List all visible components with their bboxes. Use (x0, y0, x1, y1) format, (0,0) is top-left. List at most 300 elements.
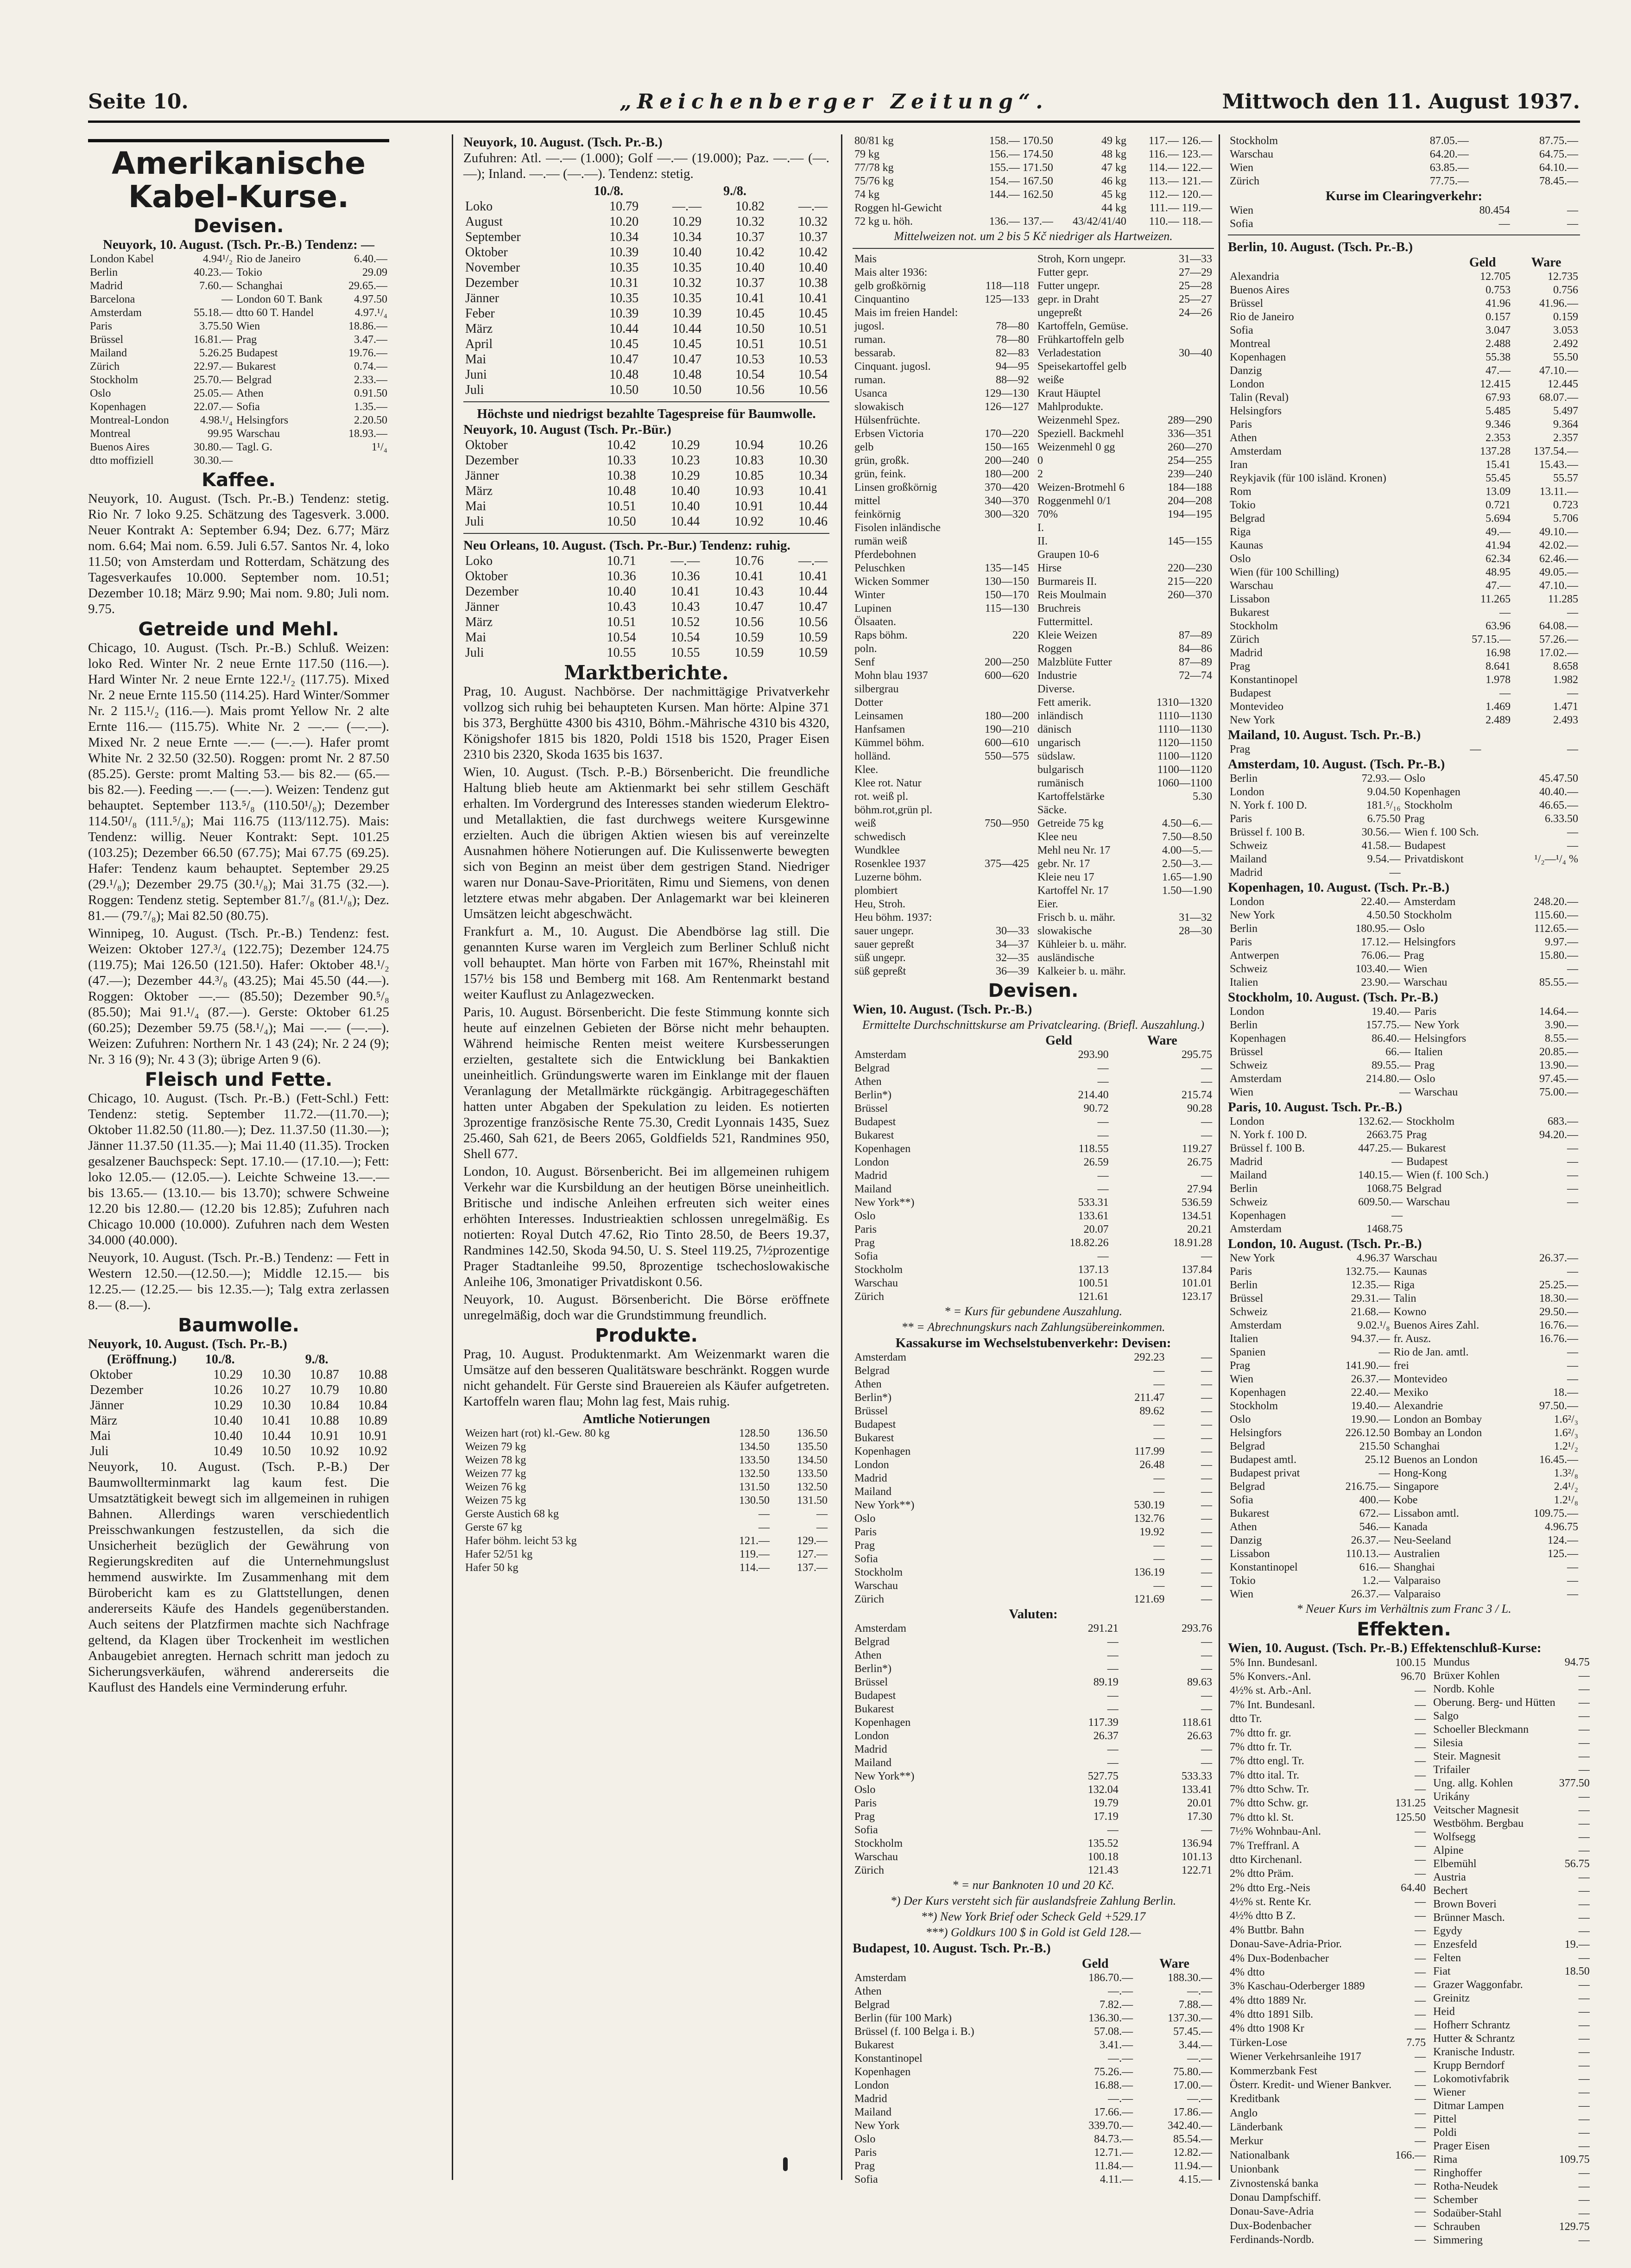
table-cell: Klee rot. Natur (854, 777, 922, 789)
table-row (1431, 1925, 1592, 1938)
table-cell: 5.497 (1553, 405, 1578, 417)
table-row (1431, 1710, 1592, 1723)
table-row (1228, 1951, 1428, 1965)
table-row (853, 656, 1031, 669)
table-cell: 121.43 (1087, 1864, 1119, 1876)
table-cell: 133.50 (739, 1454, 770, 1466)
table-cell: 10.27 (261, 1383, 291, 1397)
table-cell: 10.54 (670, 630, 700, 645)
table-cell (1145, 804, 1214, 817)
table-row (853, 2160, 1214, 2173)
table-row (1036, 804, 1214, 817)
table-cell (976, 871, 1031, 884)
table-cell: Rio de Janeiro (1230, 311, 1294, 323)
table-cell: — (1097, 1170, 1109, 1182)
table-cell: 117.39 (1088, 1717, 1119, 1729)
table-cell: — (1201, 1526, 1212, 1538)
table-row (853, 898, 1031, 911)
table-row (1228, 1169, 1580, 1182)
table-cell: 18.— (1553, 1387, 1578, 1399)
table-cell: 45 kg (1101, 189, 1126, 201)
table-cell: — (1153, 1553, 1165, 1565)
table-row (1228, 1534, 1580, 1547)
table-cell: 10.50 (261, 1444, 291, 1458)
table-row (1228, 1811, 1428, 1825)
table-cell: 190—210 (985, 723, 1029, 735)
table-cell: 4.15.— (1179, 2173, 1212, 2186)
table-row (1431, 2220, 1592, 2234)
table-cell: 72 kg u. höh. (854, 215, 913, 228)
table-cell: 103.40.— (1355, 963, 1400, 975)
table-row (1228, 1923, 1428, 1937)
table-cell: Gerste 67 kg (465, 1521, 522, 1533)
table-cell: Eier. (1037, 898, 1058, 910)
table-cell: 158.— 170.50 (989, 135, 1053, 147)
table-row (853, 1730, 1214, 1743)
table-row (853, 1499, 1214, 1512)
table-cell: 64.75.— (1539, 148, 1578, 160)
table-cell: 99.95 (208, 428, 233, 440)
table-cell: Egydy (1433, 1925, 1462, 1937)
table-cell: Reykjavik (für 100 isländ. Kronen) (1230, 472, 1386, 484)
table-cell: — (1107, 1703, 1119, 1715)
table-cell: 0.157 (1486, 311, 1511, 323)
table-cell: 150—170 (985, 589, 1029, 601)
table-row (1036, 400, 1214, 414)
table-cell: 19.— (1564, 1939, 1590, 1951)
table-cell: Weizen-Brotmehl 6 (1037, 481, 1125, 494)
table-cell: Amsterdam (1230, 445, 1282, 457)
table-cell: — (1567, 1360, 1578, 1372)
table-cell: Talin (Reval) (1230, 392, 1289, 404)
table-cell: Athen (854, 1378, 882, 1390)
column-header: Geld (1469, 255, 1496, 270)
table-row (1431, 2234, 1592, 2247)
table-cell (976, 306, 1031, 320)
table-cell: Berlin (1230, 1019, 1258, 1031)
table-cell: Ölsaaten. (854, 616, 896, 628)
table-row (1431, 1857, 1592, 1871)
table-cell: 10.39 (609, 306, 639, 321)
table-cell: New York**) (854, 1499, 915, 1511)
table-cell: — (816, 1508, 828, 1520)
section-title-effekten: Effekten. (1357, 1619, 1451, 1640)
table-cell: — (1415, 2191, 1426, 2204)
table-cell: Madrid (854, 2093, 887, 2105)
table-row (1228, 1712, 1428, 1726)
table-cell: 1.3²/₈ (1554, 1467, 1578, 1479)
table-cell: Cinquant. jugosl. (854, 361, 931, 373)
table-row (853, 1824, 1214, 1837)
table-cell: 18.86.— (348, 320, 387, 332)
table-cell: Italien (1230, 1333, 1258, 1345)
table-cell: 10.51 (798, 322, 828, 336)
table-cell: 5.26.25 (199, 347, 233, 359)
table-cell: rumänisch (1037, 777, 1084, 789)
table-cell: 2.4¹/₂ (1554, 1481, 1578, 1493)
table-cell: Linsen großkörnig (854, 481, 937, 494)
table-row (1228, 1467, 1580, 1480)
table-cell: — (1578, 1912, 1590, 1924)
table-cell: 55.18.— (194, 307, 233, 319)
table-row (853, 575, 1031, 589)
table-cell: 114.— 122.— (1148, 162, 1212, 174)
table-cell: Brüssel f. 100 B. (1230, 826, 1305, 838)
table-cell: 87—89 (1179, 629, 1212, 641)
table-cell: Brüssel f. 100 B. (1230, 1142, 1305, 1154)
table-row (463, 1534, 829, 1548)
table-cell: Paris (1414, 1006, 1437, 1018)
baumwolle-report: Neuyork, 10. August. (Tsch. P.-B.) Der Baumwollterminmarkt lag kaum fest. Die Umsatztätigkeit bewegt sich im allgemeinen in ruhigen Bahnen. Allerdings waren verschiedentlich Preisschwankungen festzustellen, da sich die Unsicherheit bezüglich der Gewährung von Regierungskrediten auf die Unternehmungslust hemmend auswirkte. Im Zusammenhang mit dem Bürobericht kam es zu Glattstellungen, denen andererseits Käufe des Handels gegenüberstanden. Auch seitens der Platzfirmen machte sich Nachfrage geltend, da Klagen über Trockenheit im westlichen Anbaugebiet anregten. Hernach schritt man jedoch zu Sicherungsverkäufen, während andererseits die Kauflust des Handels eine Verminderung erfuhr. (88, 1459, 389, 1695)
table-row (853, 1210, 1214, 1223)
table-cell: 47.10.— (1539, 580, 1578, 592)
table-cell: 64.20.— (1429, 148, 1469, 160)
dateline: Neuyork, 10. August. (Tsch. Pr.-B.) (463, 135, 663, 150)
table-cell: weiß (854, 817, 876, 830)
table-row (1228, 1561, 1580, 1574)
table-cell: 8.658 (1553, 660, 1578, 672)
table-cell: 339.70.— (1088, 2120, 1133, 2132)
table-cell: — (1415, 1980, 1426, 1993)
table-cell (234, 454, 339, 468)
table-cell: Amsterdam (1230, 1223, 1282, 1235)
table-cell: 94.75 (1564, 1656, 1590, 1668)
table-cell: Konstantinopel (1230, 1561, 1298, 1573)
column-header: 9./8. (723, 184, 746, 198)
table-cell: — (1097, 1062, 1109, 1074)
table-cell: 110.— 118.— (1149, 215, 1212, 228)
london-table (1228, 1252, 1580, 1601)
table-row (853, 468, 1031, 481)
dateline: Kopenhagen, 10. August. (Tsch. Pr.-B.) (1228, 880, 1450, 895)
table-cell: — (1578, 2033, 1590, 2045)
table-cell: Alexandrie (1393, 1400, 1443, 1412)
table-cell: 4.96.75 (1545, 1521, 1578, 1533)
table-heading: Kurse im Clearingverkehr: (1325, 189, 1483, 203)
table-cell: März (465, 615, 493, 629)
table-cell: weiße (1037, 374, 1064, 386)
table-cell: 215.50 (1359, 1440, 1390, 1452)
table-cell: Belgrad (1406, 1183, 1442, 1195)
table-cell: Donau-Save-Adria-Prior. (1230, 1938, 1342, 1951)
table-cell: Wien (1230, 1086, 1254, 1098)
table-cell: 132.50 (797, 1481, 828, 1493)
table-cell: — (1578, 1952, 1590, 1964)
table-row (1228, 2050, 1428, 2064)
table-cell: Belgrad (854, 1365, 890, 1377)
table-cell: — (1107, 1663, 1119, 1675)
table-row (1036, 736, 1214, 750)
table-row (1036, 494, 1214, 508)
table-cell: 89.19 (1093, 1676, 1119, 1688)
table-cell: Weizen 75 kg (465, 1495, 526, 1507)
table-row (853, 548, 1031, 562)
table-cell: —.— (1187, 1985, 1212, 1997)
table-cell: Warschau (1393, 1252, 1437, 1264)
table-cell: Erbsen Victoria (854, 428, 924, 440)
market-reports (463, 684, 829, 1323)
table-cell: 25.70.— (194, 374, 233, 386)
table-cell: Amsterdam (1230, 1319, 1282, 1331)
table-row (1228, 1782, 1428, 1796)
table-row (853, 1277, 1214, 1290)
table-cell: Danzig (1230, 365, 1262, 377)
table-row (1228, 976, 1580, 989)
table-cell: Warschau (1230, 148, 1274, 160)
table-cell: Wicken Sommer (854, 576, 929, 588)
table-cell: —.— (798, 554, 828, 568)
table-cell: 10.54 (735, 367, 765, 382)
table-cell: Bruchreis (1037, 602, 1081, 615)
table-cell: Prag (854, 1811, 875, 1823)
table-cell: süß ungepr. (854, 952, 906, 964)
table-row (1036, 763, 1214, 777)
table-cell: Kopenhagen (1230, 1033, 1286, 1045)
table-cell: — (1153, 1472, 1165, 1484)
table-cell: 10.85 (734, 469, 764, 483)
table-row (463, 584, 829, 599)
table-cell: 119.27 (1182, 1143, 1212, 1155)
section-title-kaffee: Kaffee. (202, 469, 276, 491)
table-cell: Oslo (854, 1513, 876, 1525)
table-row (1431, 2005, 1592, 2019)
table-cell: 180—200 (985, 468, 1029, 480)
table-row (1036, 710, 1214, 723)
table-cell: 10.84 (310, 1398, 339, 1413)
table-row (1036, 723, 1214, 736)
table-row (853, 175, 1214, 188)
table-row (1036, 575, 1214, 589)
table-row (1228, 963, 1580, 976)
table-row (853, 188, 1214, 202)
table-cell: 66.— (1385, 1046, 1411, 1058)
table-cell: 1.6²/₃ (1554, 1413, 1578, 1425)
table-row (1228, 2092, 1428, 2106)
table-cell: Jänner (90, 1398, 124, 1413)
table-cell: 43/42/41/40 (1072, 215, 1126, 228)
table-cell: 10.91 (310, 1429, 339, 1443)
table-row (88, 441, 389, 454)
table-row (88, 1444, 389, 1459)
table-cell: Donau Dampfschiff. (1230, 2191, 1321, 2204)
table-cell: 1110—1130 (1157, 710, 1212, 722)
table-row (853, 1445, 1214, 1458)
table-cell: —.— (1187, 2093, 1212, 2105)
table-cell: 12.735 (1548, 271, 1578, 283)
table-cell: 9.364 (1553, 418, 1578, 431)
table-cell: 2.489 (1486, 714, 1511, 726)
table-row (1228, 324, 1580, 337)
section-title-devisen: Devisen. (193, 215, 284, 237)
table-row (1431, 1790, 1592, 1804)
table-cell: 10.92 (358, 1444, 387, 1458)
table-cell: 134.51 (1182, 1210, 1212, 1222)
column-header: 10./8. (205, 1352, 235, 1367)
table-cell: 13.09 (1486, 486, 1511, 498)
table-cell: — (1415, 2205, 1426, 2218)
table-cell: Kartoffelstärke (1037, 791, 1105, 803)
table-cell: 11.285 (1548, 593, 1578, 605)
table-cell: 4.94¹/₂ (202, 253, 233, 265)
table-cell: 10.40 (670, 499, 700, 513)
table-cell (1522, 1223, 1580, 1236)
table-cell: Stockholm (1230, 1400, 1278, 1412)
table-row (1228, 418, 1580, 431)
table-row (1228, 687, 1580, 700)
table-row (1228, 1072, 1580, 1086)
table-cell: Budapest (854, 1419, 896, 1431)
table-cell: Lokomotivfabrik (1433, 2073, 1510, 2085)
table-cell: Alpine (1433, 1844, 1464, 1856)
table-row (88, 1398, 389, 1413)
table-cell: 96.70 (1401, 1671, 1426, 1683)
table-cell: 4.11.— (1100, 2173, 1133, 2186)
table-row (1036, 951, 1214, 965)
table-row (853, 925, 1031, 938)
table-row (853, 374, 1031, 387)
table-row (1036, 548, 1214, 562)
table-cell: 5.706 (1553, 513, 1578, 525)
table-cell: 20.01 (1187, 1797, 1212, 1809)
table-cell: 10.26 (798, 438, 828, 452)
table-cell: — (1578, 2127, 1590, 2139)
table-cell: 12.705 (1480, 271, 1511, 283)
table-cell: 10.43 (670, 600, 700, 614)
table-cell: 10.59 (798, 630, 828, 645)
page-mark (783, 2157, 788, 2171)
table-cell: 1100—1120 (1157, 764, 1212, 776)
table-row (1036, 683, 1214, 696)
table-row (1228, 1032, 1580, 1045)
table-cell: Leinsamen (854, 710, 904, 722)
table-cell: Montevideo (1393, 1373, 1448, 1385)
table-row (1431, 1763, 1592, 1777)
table-row (1228, 161, 1580, 175)
table-cell: Budapest privat (1230, 1467, 1300, 1479)
table-cell: 3.47.— (354, 334, 387, 346)
table-cell: 49 kg (1101, 135, 1126, 147)
table-cell: 10.37 (735, 276, 765, 290)
table-cell: 0.74.— (354, 361, 387, 373)
table-cell: 10.50 (672, 383, 702, 397)
table-cell: Westböhm. Bergbau (1433, 1818, 1524, 1830)
table-cell: 109.75.— (1534, 1508, 1578, 1520)
table-cell: 90.28 (1187, 1102, 1212, 1115)
table-cell: 10.48 (609, 367, 639, 382)
table-cell: Dux-Bodenbacher (1230, 2219, 1311, 2232)
table-cell: —.— (1108, 2053, 1133, 2065)
table-row (463, 1481, 829, 1494)
column-header (853, 1956, 1056, 1971)
table-cell: Wundklee (854, 844, 900, 856)
table-cell: — (1415, 1825, 1426, 1838)
table-cell: slowakische (1037, 925, 1092, 937)
table-cell: 200—240 (985, 455, 1029, 467)
table-cell: 30—33 (996, 925, 1029, 937)
table-cell: Warschau (236, 428, 280, 440)
table-cell: dtto Tr. (1230, 1713, 1262, 1725)
table-row (463, 1561, 829, 1575)
table-cell: Berlin*) (854, 1663, 891, 1675)
table-cell: 12.35.— (1351, 1279, 1390, 1291)
table-cell: — (1567, 1373, 1578, 1385)
table-row (1228, 1142, 1580, 1155)
table-row (1228, 1494, 1580, 1507)
table-cell: 7% Int. Bundesanl. (1230, 1698, 1315, 1711)
table-cell: sauer gepreßt (854, 938, 914, 950)
table-cell: 239—240 (1168, 468, 1212, 480)
table-cell: Luzerne böhm. (854, 871, 922, 883)
table-cell: gepr. in Draht (1037, 293, 1099, 305)
table-cell: 292.23 (1134, 1351, 1165, 1363)
table-cell: Fiat (1433, 1965, 1451, 1977)
table-cell: Paris (1230, 1266, 1252, 1278)
table-cell: Bukarest (1230, 1508, 1270, 1520)
table-cell: 130—150 (985, 576, 1029, 588)
table-row (1228, 2177, 1428, 2191)
table-cell: 77.75.— (1429, 175, 1469, 187)
grain-weight-table (853, 134, 1214, 228)
table-cell: 20.21 (1187, 1223, 1212, 1235)
table-cell: 56.75 (1564, 1858, 1590, 1870)
table-row (1036, 669, 1214, 683)
table-cell: — (1415, 1952, 1426, 1964)
table-row (853, 696, 1031, 710)
table-cell: 75.00.— (1539, 1086, 1578, 1098)
table-cell: Hafer böhm. leicht 53 kg (465, 1535, 577, 1547)
dateline: Neuyork, 10. August (Tsch. Pr.-Bür.) (463, 422, 671, 437)
table-cell: Bukarest (1406, 1142, 1446, 1154)
table-cell: — (1567, 840, 1578, 852)
table-row (1036, 441, 1214, 454)
table-cell: Mexiko (1393, 1387, 1429, 1399)
table-cell: Brünner Masch. (1433, 1912, 1505, 1924)
table-row (1228, 1588, 1580, 1601)
table-row (853, 1472, 1214, 1485)
table-cell: Ditmar Lampen (1433, 2100, 1504, 2112)
table-cell: — (1567, 607, 1578, 619)
table-cell: Mais alter 1936: (854, 266, 928, 279)
table-row (88, 387, 389, 400)
table-cell: 16.45.— (1539, 1454, 1578, 1466)
table-cell: 10.59 (734, 630, 764, 645)
table-cell: Frisch b. u. mähr. (1037, 912, 1115, 924)
table-row (1228, 2135, 1428, 2148)
table-cell: 10.53 (735, 352, 765, 367)
table-cell: Madrid (1230, 647, 1263, 659)
table-cell: 184—188 (1168, 481, 1212, 494)
table-cell: Schoeller Bleckmann (1433, 1723, 1529, 1736)
table-cell: 129.75 (1559, 2221, 1590, 2233)
table-cell: Kranische Industr. (1433, 2046, 1515, 2058)
table-cell: Zivnostenská banka (1230, 2177, 1319, 2190)
table-cell: 295.75 (1182, 1049, 1212, 1061)
fleisch-report-neuyork: Neuyork, 10. August. (Tsch. Pr.-B.) Tendenz: — Fett in Western 12.50.—(12.50.—); Middle 12.15.— bis 12.25.— (12.25.— bis 12.35.—); Talg extra zerlassen 8.— (8.—). (88, 1250, 389, 1312)
table-cell: 5% Inn. Bundesanl. (1230, 1656, 1318, 1669)
table-row (1228, 364, 1580, 378)
table-cell: Stockholm (1403, 909, 1452, 921)
table-cell: Hutter & Schrantz (1433, 2033, 1515, 2045)
table-cell: jugosl. (854, 320, 885, 332)
table-cell: Sodaüber-Stahl (1433, 2207, 1502, 2219)
table-note: * Neuer Kurs im Verhältnis zum Franc 3 / L. (1296, 1602, 1511, 1615)
table-cell: Buenos an London (1393, 1454, 1478, 1466)
table-cell: 550—575 (985, 750, 1029, 762)
mailand-table (1228, 743, 1580, 756)
table-cell: Zürich (1230, 634, 1259, 646)
table-row (853, 642, 1031, 656)
table-cell: London (854, 1156, 889, 1168)
